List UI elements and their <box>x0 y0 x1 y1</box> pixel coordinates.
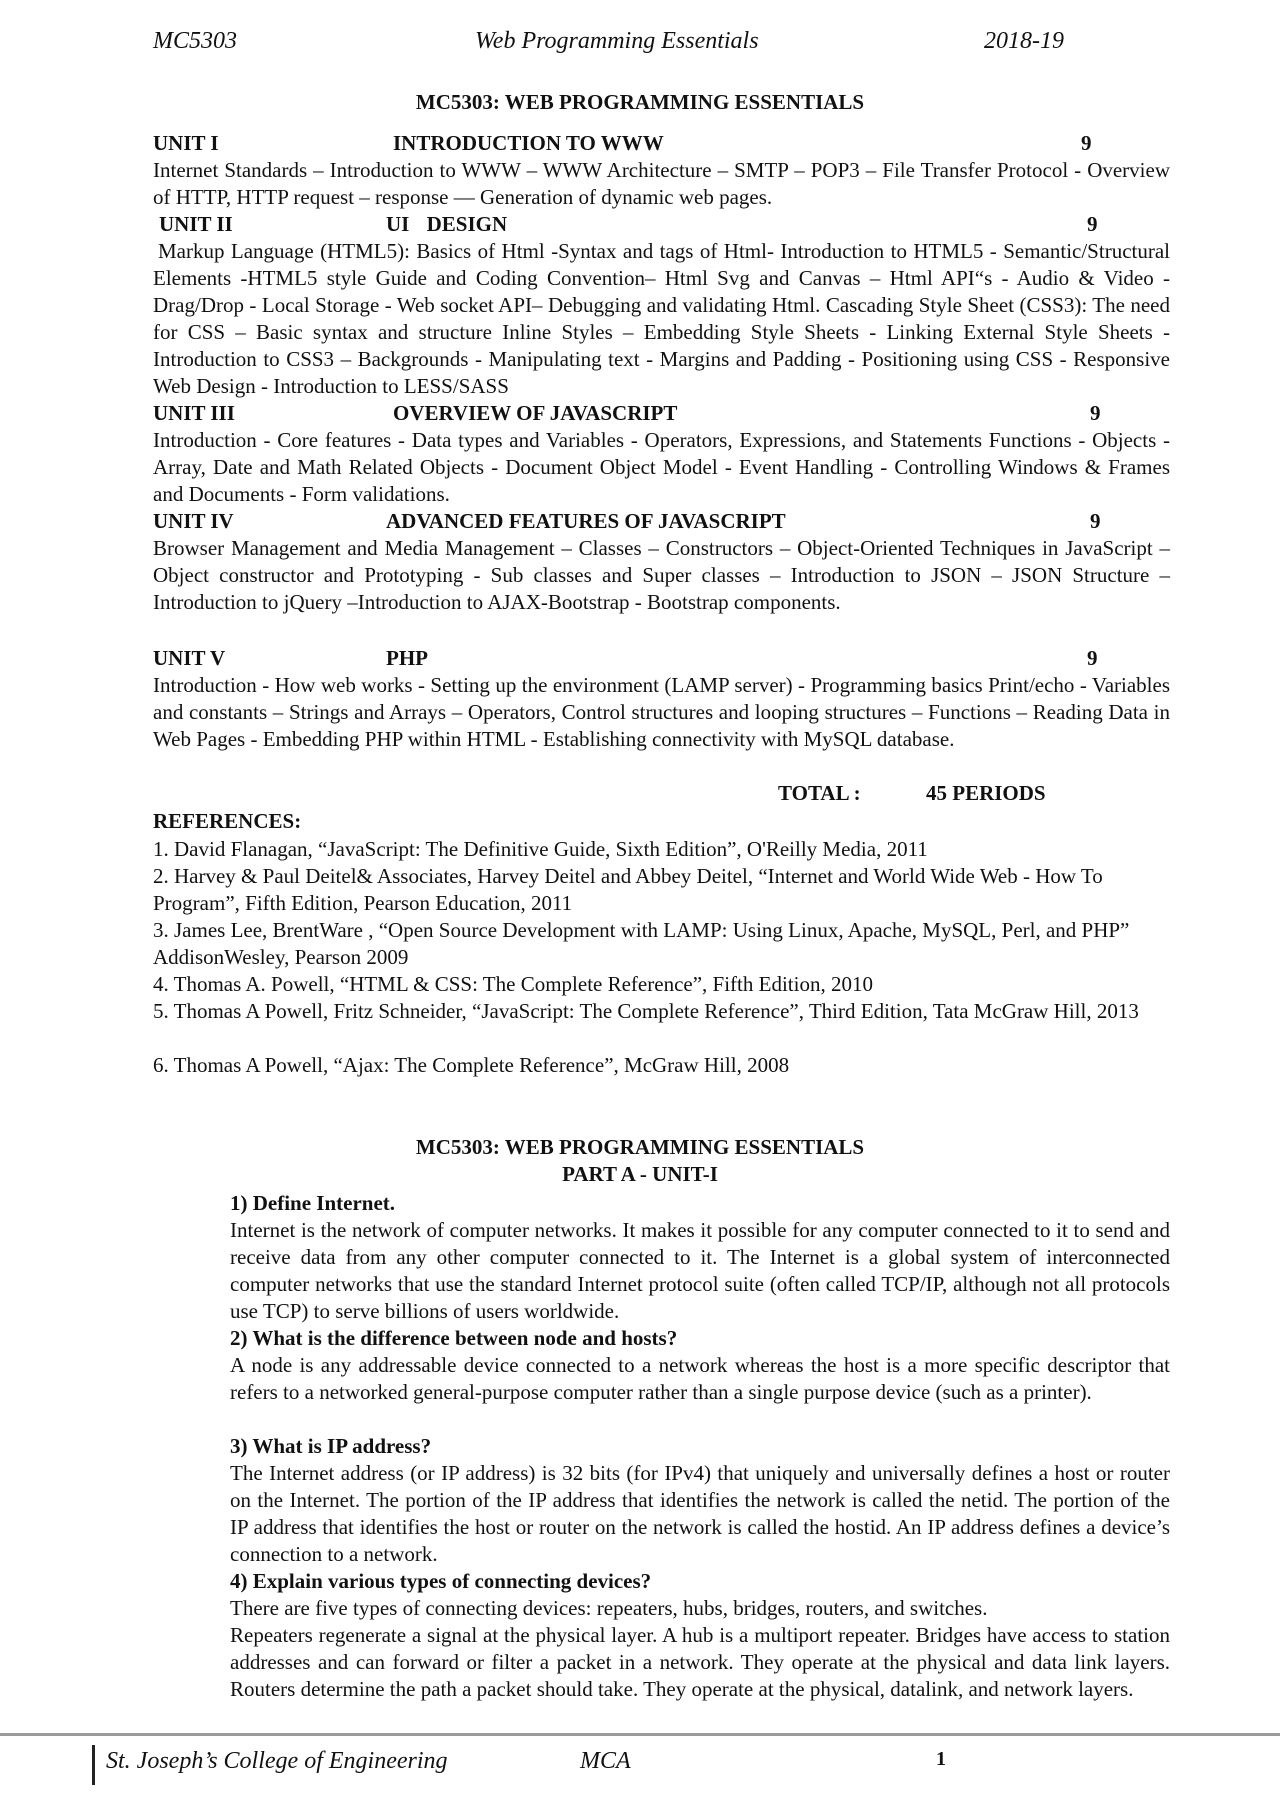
reference-item: 1. David Flanagan, “JavaScript: The Definitive Guide, Sixth Edition”, O'Reilly Media, 2011 <box>153 837 928 861</box>
unit-title: UI DESIGN <box>386 212 508 236</box>
unit-1-heading <box>153 131 1170 159</box>
header-year: 2018-19 <box>984 28 1064 54</box>
reference-item: 3. James Lee, BrentWare , “Open Source Development with LAMP: Using Linux, Apache, MySQL, Perl, and PHP” AddisonWesley, Pearson 2009 <box>153 918 1130 969</box>
unit-label: UNIT I <box>153 131 219 155</box>
unit-label: UNIT II <box>159 212 233 236</box>
unit-3-heading <box>153 401 1170 429</box>
header-subject: Web Programming Essentials <box>475 28 759 54</box>
qa-title: MC5303: WEB PROGRAMMING ESSENTIALS <box>415 1135 865 1159</box>
unit-4-heading <box>153 509 1170 537</box>
unit-label: UNIT III <box>153 401 235 425</box>
unit-label: UNIT V <box>153 646 226 670</box>
question-2: 2) What is the difference between node and hosts? <box>230 1326 678 1350</box>
footer-divider <box>0 1733 1280 1736</box>
answer-3: The Internet address (or IP address) is 32 bits (for IPv4) that uniquely and universally defines a host or router on the Internet. The portion of the IP address that identifies the network is called the netid. The portion of the IP address that identifies the host or router on the network is called the hostid. An IP address defines a device’s connection to a network. <box>230 1461 1170 1566</box>
unit-2-heading <box>153 212 1170 240</box>
question-1: 1) Define Internet. <box>230 1191 396 1215</box>
footer-college: St. Joseph’s College of Engineering <box>106 1748 448 1774</box>
total-label: TOTAL : <box>778 781 861 805</box>
reference-item: 4. Thomas A. Powell, “HTML & CSS: The Complete Reference”, Fifth Edition, 2010 <box>153 972 873 996</box>
unit-hours: 9 <box>1090 509 1101 533</box>
unit-hours: 9 <box>1090 401 1101 425</box>
unit-1-content: Internet Standards – Introduction to WWW – WWW Architecture – SMTP – POP3 – File Transfer Protocol - Overview of HTTP, HTTP request – response –– Generation of dynamic web pages. <box>153 158 1170 209</box>
unit-5-heading <box>153 646 1170 674</box>
answer-2: A node is any addressable device connected to a network whereas the host is a more specific descriptor that refers to a networked general-purpose computer rather than a single purpose device (such as a printer). <box>230 1353 1170 1404</box>
references-heading: REFERENCES: <box>153 809 302 833</box>
unit-title: ADVANCED FEATURES OF JAVASCRIPT <box>386 509 786 533</box>
unit-hours: 9 <box>1087 212 1098 236</box>
header-course-code: MC5303 <box>153 28 237 54</box>
reference-item: 5. Thomas A Powell, Fritz Schneider, “JavaScript: The Complete Reference”, Third Edition, Tata McGraw Hill, 2013 <box>153 999 1139 1023</box>
reference-item: 6. Thomas A Powell, “Ajax: The Complete Reference”, McGraw Hill, 2008 <box>153 1053 790 1077</box>
answer-4-intro: There are five types of connecting devices: repeaters, hubs, bridges, routers, and switches. <box>230 1596 988 1620</box>
syllabus-title: MC5303: WEB PROGRAMMING ESSENTIALS <box>415 90 865 114</box>
unit-5-content: Introduction - How web works - Setting up the environment (LAMP server) - Programming basics Print/echo - Variables and constants – Strings and Arrays – Operators, Control structures and looping structures – Functions – Reading Data in Web Pages - Embedding PHP within HTML - Establishing connectivity with MySQL database. <box>153 673 1170 751</box>
total-value: 45 PERIODS <box>926 781 1046 805</box>
unit-hours: 9 <box>1087 646 1098 670</box>
unit-label: UNIT IV <box>153 509 234 533</box>
footer-page-number: 1 <box>936 1748 946 1770</box>
qa-subtitle: PART A - UNIT-I <box>562 1162 718 1186</box>
unit-hours: 9 <box>1081 131 1092 155</box>
reference-item: 2. Harvey & Paul Deitel& Associates, Harvey Deitel and Abbey Deitel, “Internet and World Wide Web - How To Program”, Fifth Edition, Pearson Education, 2011 <box>153 864 1103 915</box>
answer-1: Internet is the network of computer networks. It makes it possible for any computer connected to it to send and receive data from any other computer connected to it. The Internet is a global system of interconnected computer networks that use the standard Internet protocol suite (often called TCP/IP, although not all protocols use TCP) to serve billions of users worldwide. <box>230 1218 1170 1323</box>
answer-4-detail: Repeaters regenerate a signal at the physical layer. A hub is a multiport repeater. Bridges have access to station addresses and can forward or filter a packet in a network. They operate at the physical and data link layers. Routers determine the path a packet should take. They operate at the physical, datalink, and network layers. <box>230 1623 1170 1701</box>
unit-title: PHP <box>386 646 428 670</box>
unit-2-content: Markup Language (HTML5): Basics of Html -Syntax and tags of Html- Introduction to HTML5 - Semantic/Structural Elements -HTML5 style Guide and Coding Convention– Html Svg and Canvas – Html API“s - Audio & Video - Drag/Drop - Local Storage - Web socket API– Debugging and validating Html. Cascading Style Sheet (CSS3): The need for CSS – Basic syntax and structure Inline Styles – Embedding Style Sheets - Linking External Style Sheets - Introduction to CSS3 – Backgrounds - Manipulating text - Margins and Padding - Positioning using CSS - Responsive Web Design - Introduction to LESS/SASS <box>153 239 1170 398</box>
unit-title: INTRODUCTION TO WWW <box>393 131 664 155</box>
unit-4-content: Browser Management and Media Management – Classes – Constructors – Object-Oriented Techniques in JavaScript – Object constructor and Prototyping - Sub classes and Super classes – Introduction to JSON – JSON Structure –Introduction to jQuery –Introduction to AJAX-Bootstrap - Bootstrap components. <box>153 536 1170 614</box>
unit-title: OVERVIEW OF JAVASCRIPT <box>393 401 678 425</box>
footer-vertical-bar <box>92 1745 95 1785</box>
footer-department: MCA <box>580 1748 631 1774</box>
question-3: 3) What is IP address? <box>230 1434 432 1458</box>
question-4: 4) Explain various types of connecting devices? <box>230 1569 652 1593</box>
unit-3-content: Introduction - Core features - Data types and Variables - Operators, Expressions, and Statements Functions - Objects - Array, Date and Math Related Objects - Document Object Model - Event Handling - Controlling Windows & Frames and Documents - Form validations. <box>153 428 1170 506</box>
